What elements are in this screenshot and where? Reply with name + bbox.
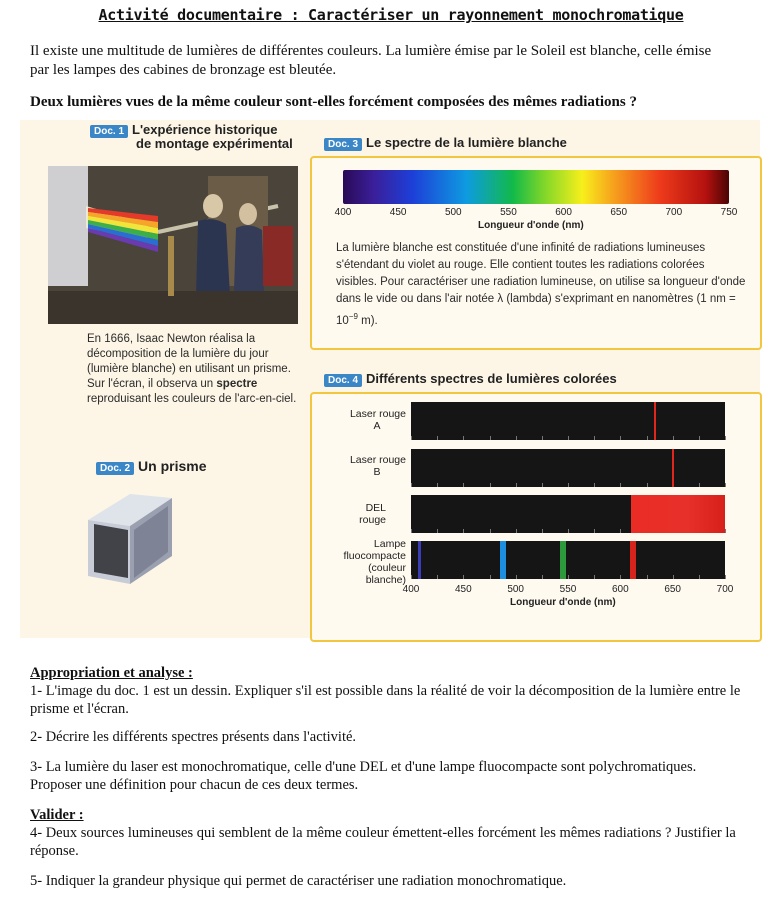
doc4-tick-500: 500 bbox=[507, 584, 524, 595]
label-laser-b bbox=[308, 454, 406, 478]
bar-tick bbox=[725, 529, 726, 533]
bar-tick bbox=[699, 575, 700, 579]
problem-question: Deux lumières vues de la même couleur sont-elles forcément composées des mêmes radiations ? bbox=[30, 94, 637, 110]
bar-tick bbox=[411, 529, 412, 533]
doc1-badge: Doc. 1 bbox=[90, 125, 128, 138]
doc3-tick-500: 500 bbox=[444, 207, 462, 218]
doc3-text-exponent: −9 bbox=[348, 312, 358, 321]
doc3-tick-650: 650 bbox=[610, 207, 628, 218]
bar-tick bbox=[620, 436, 621, 440]
doc3-tick-550: 550 bbox=[500, 207, 517, 218]
question-5: 5- Indiquer la grandeur physique qui permet de caractériser une radiation monochromatique. bbox=[30, 873, 567, 889]
doc4-tick-600: 600 bbox=[611, 584, 629, 595]
doc2-header bbox=[96, 458, 206, 476]
doc4-title: Différents spectres de lumières colorées bbox=[366, 371, 617, 386]
doc3-axis-label: Longueur d'onde (nm) bbox=[478, 220, 584, 231]
bar-tick bbox=[437, 436, 438, 440]
bar-tick bbox=[490, 575, 491, 579]
bar-tick bbox=[568, 529, 569, 533]
doc4-tick-700: 700 bbox=[716, 584, 734, 595]
doc3-text-b: m). bbox=[357, 314, 378, 327]
doc4-tick-650: 650 bbox=[664, 584, 681, 595]
bar-tick bbox=[516, 575, 517, 579]
bar-tick bbox=[568, 575, 569, 579]
bar-tick bbox=[725, 436, 726, 440]
label-lamp bbox=[308, 538, 406, 586]
doc3-text-a: La lumière blanche est constituée d'une infinité de radiations lumineuses s'étendant du violet au rouge. Elle contient toutes les radiations colorées visibles. Pour caractériser une radiation lumineuse, on utilise sa longueur d'onde dans le vide ou dans l'air notée λ (lambda) s'exprimant en nanomètres (1 nm = 10 bbox=[336, 242, 746, 327]
bar-tick bbox=[620, 575, 621, 579]
question-3: 3- La lumière du laser est monochromatique, celle d'une DEL et d'une lampe fluocompacte sont polychromatiques. Proposer une définition pour chacun de ces deux termes. bbox=[30, 759, 697, 793]
bar-tick bbox=[725, 483, 726, 487]
analyse-heading: Appropriation et analyse : bbox=[30, 665, 193, 681]
doc3-tick-750: 750 bbox=[720, 207, 738, 218]
bar-tick bbox=[437, 529, 438, 533]
laser-b-emission-line bbox=[672, 449, 674, 487]
bar-tick bbox=[594, 575, 595, 579]
doc1-caption-keyword: spectre bbox=[216, 378, 258, 390]
bar-tick bbox=[647, 483, 648, 487]
bar-tick bbox=[699, 436, 700, 440]
lamp-green-line bbox=[560, 541, 566, 579]
label-laser-a-line2: A bbox=[373, 420, 381, 432]
doc1-title-line2: de montage expérimental bbox=[136, 136, 293, 151]
lamp-blue-line bbox=[500, 541, 506, 579]
spectrum-bar-del bbox=[411, 495, 725, 533]
doc2-badge: Doc. 2 bbox=[96, 462, 134, 475]
bar-tick bbox=[437, 575, 438, 579]
bar-tick bbox=[411, 575, 412, 579]
white-light-spectrum bbox=[343, 170, 729, 204]
bar-tick bbox=[463, 575, 464, 579]
bar-tick bbox=[516, 529, 517, 533]
bar-tick bbox=[490, 529, 491, 533]
bar-tick bbox=[437, 483, 438, 487]
label-laser-b-line1: Laser rouge bbox=[349, 454, 406, 466]
page-title: Activité documentaire : Caractériser un rayonnement monochromatique bbox=[98, 6, 684, 24]
bar-tick bbox=[568, 483, 569, 487]
bar-tick bbox=[594, 436, 595, 440]
lamp-red-line bbox=[630, 541, 636, 579]
bar-tick bbox=[463, 436, 464, 440]
label-lamp-line3: (couleur bbox=[368, 562, 406, 574]
bar-tick bbox=[620, 529, 621, 533]
bar-tick bbox=[725, 575, 726, 579]
bar-tick bbox=[542, 529, 543, 533]
bar-tick bbox=[516, 436, 517, 440]
bar-tick bbox=[463, 483, 464, 487]
bar-tick bbox=[594, 529, 595, 533]
bar-tick bbox=[594, 483, 595, 487]
question-2: 2- Décrire les différents spectres présents dans l'activité. bbox=[30, 729, 357, 745]
doc1-title-line1: L'expérience historique bbox=[132, 122, 278, 137]
bar-tick bbox=[647, 436, 648, 440]
bar-tick bbox=[699, 483, 700, 487]
bar-tick bbox=[542, 436, 543, 440]
spectrum-bar-laser-b bbox=[411, 449, 725, 487]
bar-tick bbox=[673, 575, 674, 579]
prism-drawing bbox=[80, 480, 190, 590]
doc1-caption-a: En 1666, Isaac Newton réalisa la décomposition de la lumière du jour (lumière blanche) en utilisant un prisme. Sur l'écran, il observa un bbox=[87, 333, 291, 390]
label-lamp-line1: Lampe bbox=[373, 538, 406, 550]
doc4-header bbox=[324, 370, 617, 388]
doc3-tick-450: 450 bbox=[389, 207, 407, 218]
newton-experiment-illustration bbox=[48, 166, 298, 324]
doc4-tick-550: 550 bbox=[559, 584, 577, 595]
bar-tick bbox=[620, 483, 621, 487]
bar-tick bbox=[542, 575, 543, 579]
bar-tick bbox=[411, 483, 412, 487]
doc3-tick-600: 600 bbox=[555, 207, 572, 218]
label-laser-a bbox=[308, 408, 406, 432]
lamp-violet-line bbox=[418, 541, 421, 579]
spectrum-bar-laser-a bbox=[411, 402, 725, 440]
doc3-badge: Doc. 3 bbox=[324, 138, 362, 151]
doc2-title: Un prisme bbox=[138, 458, 207, 474]
question-4: 4- Deux sources lumineuses qui semblent de la même couleur émettent-elles forcément les mêmes radiations ? Justifier la réponse. bbox=[30, 825, 736, 859]
doc4-tick-400: 400 bbox=[402, 584, 420, 595]
label-del bbox=[288, 502, 386, 526]
intro-paragraph: Il existe une multitude de lumières de différentes couleurs. La lumière émise par le Soleil est blanche, celle émise par les lampes des cabines de bronzage est bleutée. bbox=[30, 43, 712, 78]
label-del-line1: DEL bbox=[365, 502, 386, 514]
doc3-header bbox=[324, 134, 567, 152]
doc4-badge: Doc. 4 bbox=[324, 374, 362, 387]
bar-tick bbox=[490, 483, 491, 487]
bar-tick bbox=[463, 529, 464, 533]
spectrum-bar-lamp bbox=[411, 541, 725, 579]
doc3-tick-700: 700 bbox=[665, 207, 683, 218]
newton-drawing bbox=[48, 166, 298, 324]
del-emission-band bbox=[631, 495, 725, 533]
bar-tick bbox=[490, 436, 491, 440]
question-1: 1- L'image du doc. 1 est un dessin. Expliquer s'il est possible dans la réalité de voir la décomposition de la lumière entre le prisme et l'écran. bbox=[30, 683, 741, 717]
doc1-caption-c: reproduisant les couleurs de l'arc-en-ciel. bbox=[87, 393, 297, 405]
doc3-title: Le spectre de la lumière blanche bbox=[366, 135, 567, 150]
bar-tick bbox=[673, 436, 674, 440]
laser-a-emission-line bbox=[654, 402, 656, 440]
doc3-tick-400: 400 bbox=[334, 207, 352, 218]
prism-image bbox=[80, 480, 190, 590]
bar-tick bbox=[411, 436, 412, 440]
label-lamp-line4: blanche) bbox=[365, 574, 406, 586]
bar-tick bbox=[542, 483, 543, 487]
label-laser-b-line2: B bbox=[373, 466, 381, 478]
valider-heading: Valider : bbox=[30, 807, 84, 823]
bar-tick bbox=[647, 575, 648, 579]
doc4-tick-450: 450 bbox=[454, 584, 472, 595]
label-del-line2: rouge bbox=[359, 514, 386, 526]
label-lamp-line2: fluocompacte bbox=[343, 550, 406, 562]
bar-tick bbox=[516, 483, 517, 487]
bar-tick bbox=[568, 436, 569, 440]
doc3-text bbox=[336, 240, 746, 330]
doc4-axis-label: Longueur d'onde (nm) bbox=[510, 597, 616, 608]
doc1-caption bbox=[87, 332, 297, 407]
label-laser-a-line1: Laser rouge bbox=[349, 408, 406, 420]
